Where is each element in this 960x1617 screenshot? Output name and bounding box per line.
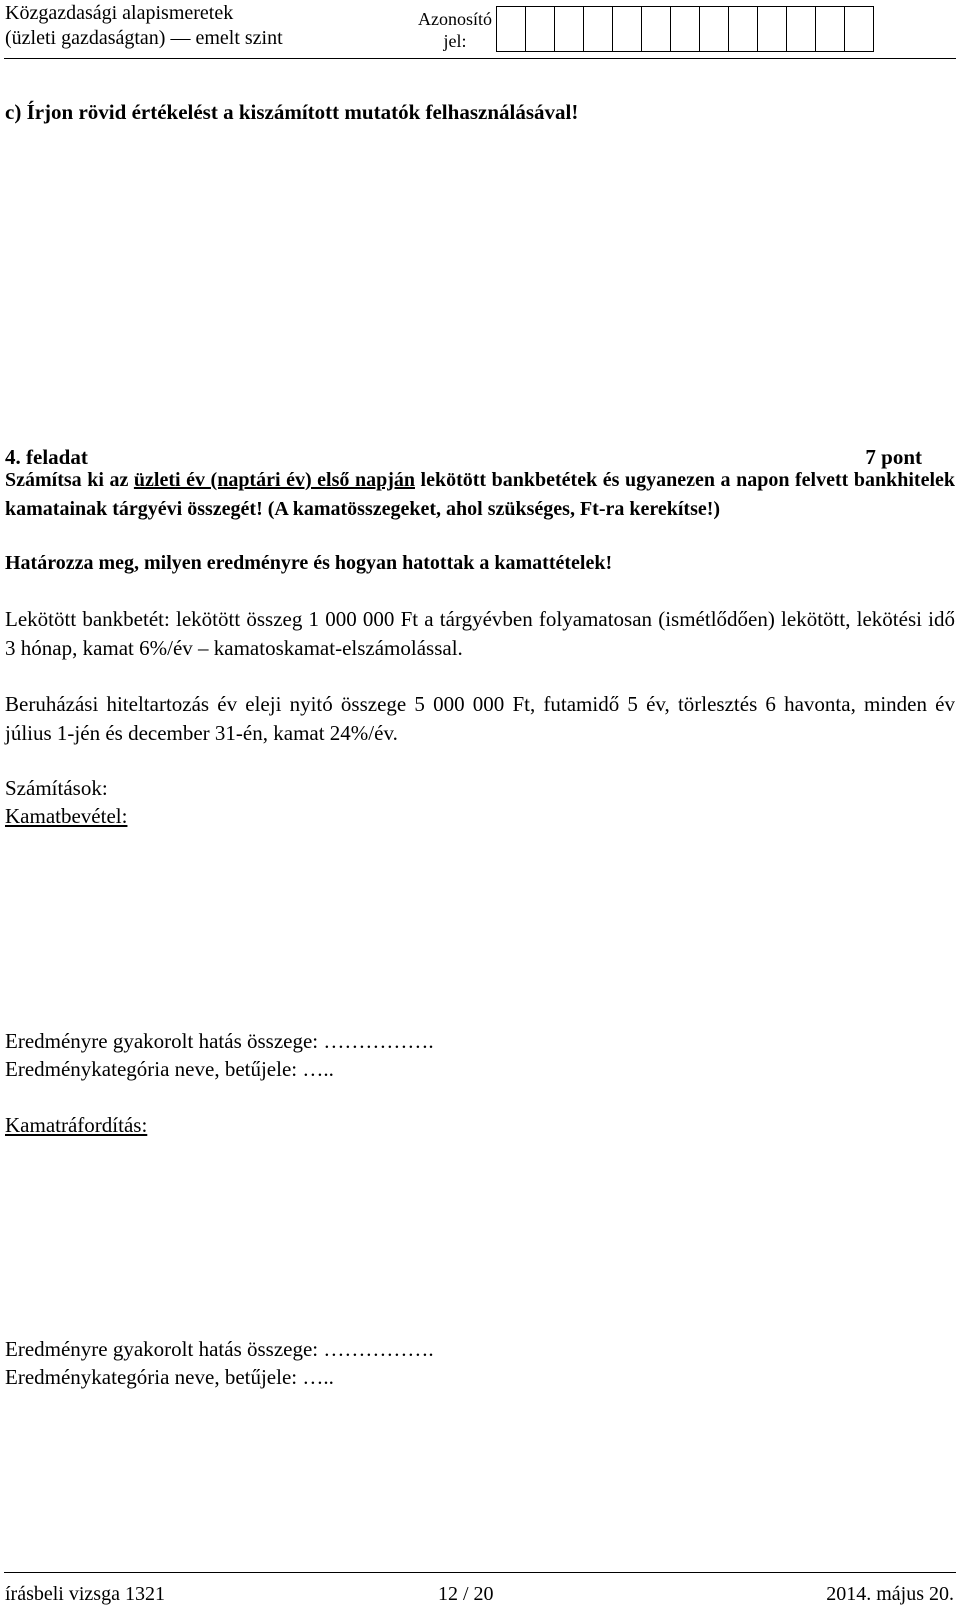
exam-subject-line2: (üzleti gazdaságtan) — emelt szint: [5, 27, 283, 49]
income-effect: Eredményre gyakorolt hatás összege: …………….: [5, 1029, 434, 1053]
task-points: 7 pont: [865, 445, 922, 469]
id-box: [786, 6, 816, 52]
income-label: Kamatbevétel:: [5, 804, 128, 828]
id-label-line2: jel:: [443, 31, 467, 51]
deposit-text: Lekötött bankbetét: lekötött összeg 1 000 000 Ft a tárgyévben folyamatosan (ismétlődően) lekötött, lekötési idő 3 hónap, kamat 6%/év – kamatoskamat-elszámolással.: [5, 607, 955, 660]
income-category: Eredménykategória neve, betűjele: …..: [5, 1057, 334, 1081]
expense-effect: Eredményre gyakorolt hatás összege: …………….: [5, 1337, 434, 1361]
exam-subject-line1: Közgazdasági alapismeretek: [5, 2, 234, 24]
task-prompt: [5, 466, 955, 524]
id-box: [641, 6, 671, 52]
id-box: [670, 6, 700, 52]
task-prompt-post: lekötött bankbetétek és ugyanezen a napon felvett bankhitelek kamatainak tárgyévi összegét! (A kamatösszegeket, ahol szükséges, Ft-ra kerekítse!): [5, 469, 955, 520]
id-label-line1: Azonosító: [418, 9, 492, 29]
id-box: [525, 6, 555, 52]
id-box: [728, 6, 758, 52]
id-box: [757, 6, 787, 52]
id-box: [699, 6, 729, 52]
id-boxes: [497, 6, 874, 52]
task-prompt-pre: Számítsa ki az: [5, 469, 134, 491]
id-box: [844, 6, 874, 52]
footer-page-number: 12 / 20: [438, 1583, 494, 1605]
id-box: [554, 6, 584, 52]
question-c: c) Írjon rövid értékelést a kiszámított mutatók felhasználásával!: [5, 100, 579, 124]
id-label: [415, 8, 495, 52]
id-box: [583, 6, 613, 52]
task-prompt-underlined: üzleti év (naptári év) első napján: [133, 469, 415, 491]
task-prompt-2: Határozza meg, milyen eredményre és hogyan hatottak a kamattételek!: [5, 552, 613, 574]
footer-date: 2014. május 20.: [826, 1583, 954, 1605]
footer-exam-code: írásbeli vizsga 1321: [5, 1583, 165, 1605]
id-box: [612, 6, 642, 52]
footer-rule: [4, 1572, 956, 1573]
header-rule: [4, 58, 956, 59]
expense-label: Kamatráfordítás:: [5, 1113, 148, 1137]
loan-text: Beruházási hiteltartozás év eleji nyitó összege 5 000 000 Ft, futamidő 5 év, törlesztés 6 havonta, minden év július 1-jén és december 31-én, kamat 24%/év.: [5, 692, 955, 745]
id-box: [815, 6, 845, 52]
expense-category: Eredménykategória neve, betűjele: …..: [5, 1365, 334, 1389]
id-box: [496, 6, 526, 52]
calc-label: Számítások:: [5, 776, 108, 800]
task-number: 4. feladat: [5, 445, 88, 469]
